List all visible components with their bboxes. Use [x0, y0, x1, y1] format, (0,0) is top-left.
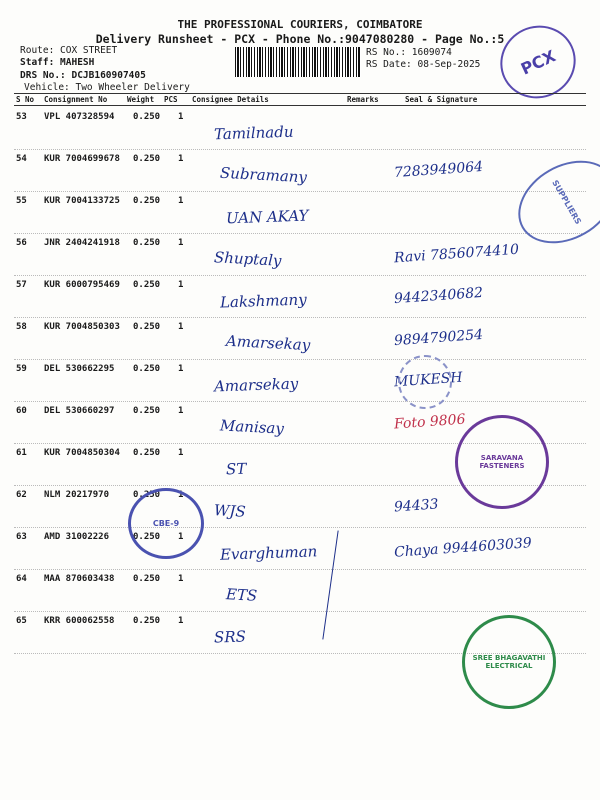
consignee-handwriting: Amarsekay [213, 374, 299, 396]
table-row [14, 528, 586, 570]
row-weight: 0.250 [133, 406, 161, 416]
row-pcs: 1 [178, 280, 184, 290]
row-consignment: MAA 870603438 [44, 574, 115, 584]
table-row [14, 150, 586, 192]
row-weight: 0.250 [133, 364, 161, 374]
table-row [14, 192, 586, 234]
consignee-handwriting: Manisay [219, 416, 285, 438]
table-row [14, 276, 586, 318]
header-rule-bottom [14, 105, 586, 106]
row-sno: 65 [16, 616, 27, 626]
consignee-handwriting: Shuptaly [213, 248, 282, 270]
consignee-handwriting: WJS [213, 501, 247, 521]
staff-label: Staff: MAHESH [20, 57, 95, 68]
row-consignment: DEL 530662295 [44, 364, 115, 374]
row-sno: 64 [16, 574, 27, 584]
row-pcs: 1 [178, 196, 184, 206]
row-consignment: NLM 20217970 [44, 490, 110, 500]
row-sno: 61 [16, 448, 27, 458]
consignee-handwriting: UAN AKAY [225, 206, 309, 228]
row-pcs: 1 [178, 448, 184, 458]
col-consignment: Consignment No [44, 95, 108, 104]
row-consignment: KUR 7004699678 [44, 154, 120, 164]
signature-handwriting: MUKESH [393, 369, 464, 391]
row-pcs: 1 [178, 574, 184, 584]
row-pcs: 1 [178, 112, 184, 122]
col-weight: Weight [127, 95, 155, 104]
consignee-handwriting: Evarghuman [219, 542, 318, 564]
cbe-stamp: CBE-9 [128, 488, 204, 559]
consignee-handwriting: ETS [225, 585, 258, 605]
suppliers-stamp: SUPPLIERS [503, 144, 600, 260]
row-weight: 0.250 [133, 154, 161, 164]
consignee-handwriting: Tamilnadu [213, 122, 294, 144]
row-weight: 0.250 [133, 532, 161, 542]
row-weight: 0.250 [133, 280, 161, 290]
vehicle-label: Vehicle: Two Wheeler Delivery [24, 82, 190, 93]
consignee-handwriting: SRS [213, 627, 247, 647]
consignee-handwriting: Lakshmany [219, 290, 307, 312]
row-sno: 62 [16, 490, 27, 500]
drs-number: DRS No.: DCJB160907405 [20, 70, 146, 81]
rs-date: RS Date: 08-Sep-2025 [366, 59, 481, 70]
row-pcs: 1 [178, 490, 184, 500]
row-pcs: 1 [178, 616, 184, 626]
signature-handwriting: Ravi 7856074410 [393, 241, 520, 267]
row-pcs: 1 [178, 406, 184, 416]
consignee-handwriting: Amarsekay [225, 331, 311, 355]
row-weight: 0.250 [133, 112, 161, 122]
table-row [14, 108, 586, 150]
table-row [14, 234, 586, 276]
row-sno: 55 [16, 196, 27, 206]
sree-bhagavathi-stamp: SREE BHAGAVATHI ELECTRICAL [462, 615, 556, 709]
table-row [14, 318, 586, 360]
row-pcs: 1 [178, 364, 184, 374]
row-weight: 0.250 [133, 238, 161, 248]
row-sno: 58 [16, 322, 27, 332]
row-consignment: KUR 7004133725 [44, 196, 120, 206]
row-weight: 0.250 [133, 490, 161, 500]
barcode-image [235, 47, 361, 77]
route-label: Route: COX STREET [20, 45, 118, 56]
pcx-stamp: PCX [488, 13, 587, 110]
company-title: THE PROFESSIONAL COURIERS, COIMBATORE [177, 18, 423, 31]
runsheet-subtitle: Delivery Runsheet - PCX - Phone No.:9047080280 - Page No.:5 [95, 32, 505, 46]
header-rule-top [14, 93, 586, 94]
row-pcs: 1 [178, 532, 184, 542]
row-weight: 0.250 [133, 196, 161, 206]
round-seal-stamp [398, 355, 452, 409]
row-weight: 0.250 [133, 574, 161, 584]
row-sno: 56 [16, 238, 27, 248]
saravana-stamp: SARAVANA FASTENERS [455, 415, 549, 509]
row-sno: 54 [16, 154, 27, 164]
row-consignment: JNR 2404241918 [44, 238, 120, 248]
col-pcs: PCS [164, 95, 178, 104]
signature-handwriting: 9442340682 [393, 284, 484, 308]
row-consignment: VPL 407328594 [44, 112, 115, 122]
col-seal: Seal & Signature [405, 95, 478, 104]
row-sno: 57 [16, 280, 27, 290]
row-pcs: 1 [178, 154, 184, 164]
row-consignment: KUR 7004850303 [44, 322, 120, 332]
table-row [14, 360, 586, 402]
consignee-handwriting: Subramany [219, 163, 308, 187]
consignee-handwriting: ST [225, 459, 247, 479]
row-consignment: KRR 600062558 [44, 616, 115, 626]
signature-handwriting: 7283949064 [393, 158, 484, 182]
row-consignment: AMD 31002226 [44, 532, 110, 542]
col-remarks: Remarks [347, 95, 379, 104]
row-weight: 0.250 [133, 448, 161, 458]
row-weight: 0.250 [133, 616, 161, 626]
col-sno: S No [16, 95, 35, 104]
row-weight: 0.250 [133, 322, 161, 332]
table-row [14, 570, 586, 612]
signature-handwriting: Foto 9806 [393, 411, 466, 433]
row-pcs: 1 [178, 238, 184, 248]
row-consignment: KUR 7004850304 [44, 448, 120, 458]
row-sno: 59 [16, 364, 27, 374]
col-consignee: Consignee Details [192, 95, 269, 104]
row-consignment: KUR 6000795469 [44, 280, 120, 290]
row-sno: 53 [16, 112, 27, 122]
signature-handwriting: Chaya 9944603039 [393, 535, 533, 561]
row-consignment: DEL 530660297 [44, 406, 115, 416]
signature-handwriting: 94433 [393, 496, 440, 516]
row-sno: 63 [16, 532, 27, 542]
row-sno: 60 [16, 406, 27, 416]
signature-handwriting: 9894790254 [393, 326, 484, 350]
row-pcs: 1 [178, 322, 184, 332]
rs-number: RS No.: 1609074 [366, 47, 452, 58]
